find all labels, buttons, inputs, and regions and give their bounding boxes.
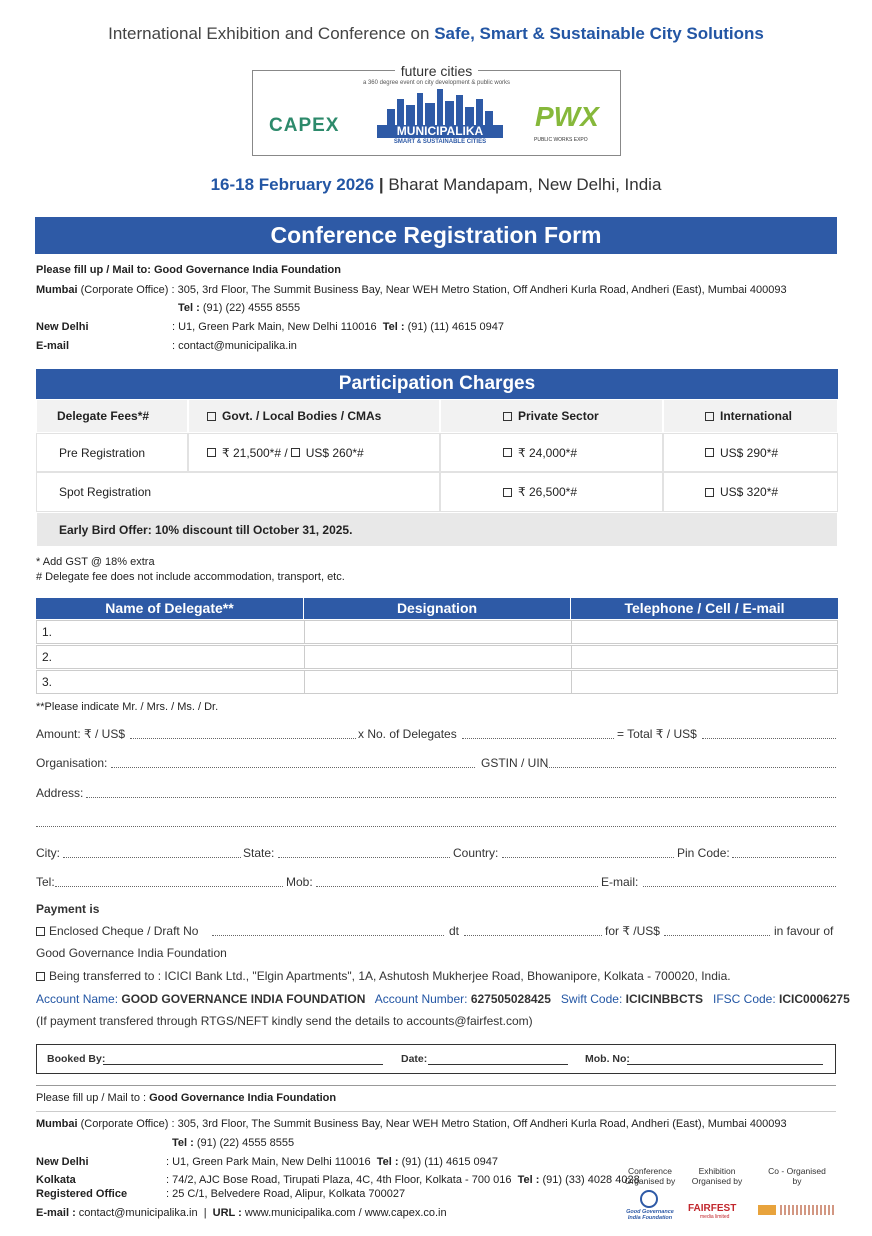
footer-registered-address: : 25 C/1, Belvedere Road, Alipur, Kolkata 700027	[166, 1188, 406, 1200]
footer-delhi-address: : U1, Green Park Main, New Delhi 110016 Tel : (91) (11) 4615 0947	[166, 1156, 499, 1168]
municipalika-logo	[377, 89, 503, 149]
favour-of-label: in favour of	[774, 924, 834, 938]
bank-transfer-option: Being transferred to : ICICI Bank Ltd., "Elgin Apartments", 1A, Ashutosh Mukherjee Road, Bhowanipore, Kolkata - 700020, India.	[36, 969, 731, 983]
city-label: City:	[36, 846, 60, 860]
international-checkbox[interactable]	[705, 412, 714, 421]
pwx-subtitle: PUBLIC WORKS EXPO	[534, 137, 588, 143]
tel-label: Tel:	[36, 875, 55, 889]
pre-govt-inr-checkbox[interactable]	[207, 448, 216, 457]
email-value: : contact@municipalika.in	[172, 340, 297, 352]
amount-field[interactable]	[130, 738, 356, 739]
footer-email-url: E-mail : contact@municipalika.in | URL : www.municipalika.com / www.capex.co.in	[36, 1207, 447, 1219]
footer-fill-up: Please fill up / Mail to : Good Governance India Foundation	[36, 1092, 337, 1104]
footer-mumbai-address: Mumbai (Corporate Office) : 305, 3rd Floor, The Summit Business Bay, Near WEH Metro Station, Off Andheri Kurla Road, Andheri (East), Mumbai 400093	[36, 1118, 787, 1130]
form-title: Conference Registration Form	[35, 217, 837, 254]
designation-cell[interactable]	[305, 621, 572, 643]
footer-mumbai-phone: Tel : (91) (22) 4555 8555	[172, 1137, 295, 1149]
designation-cell[interactable]	[305, 646, 572, 668]
footer-divider-2	[36, 1111, 836, 1112]
header-designation: Designation	[304, 598, 570, 619]
header-delegate-fees: Delegate Fees*#	[36, 399, 188, 433]
mob-label: Mob:	[286, 875, 313, 889]
fill-up-instruction: Please fill up / Mail to: Good Governance India Foundation	[36, 264, 341, 276]
footer-kolkata-label: Kolkata	[36, 1174, 76, 1186]
footer-registered-label: Registered Office	[36, 1188, 128, 1200]
city-field[interactable]	[63, 857, 241, 858]
cheque-checkbox[interactable]	[36, 927, 45, 936]
spot-intl-checkbox[interactable]	[705, 488, 714, 497]
pre-intl-fee: US$ 290*#	[663, 433, 838, 472]
organisation-field[interactable]	[111, 767, 475, 768]
table-row	[36, 645, 838, 669]
address-field-line1[interactable]	[86, 797, 836, 798]
cheque-date-field[interactable]	[464, 935, 602, 936]
co-organiser-logos	[758, 1205, 836, 1215]
total-label: = Total ₹ / US$	[617, 727, 697, 741]
country-label: Country:	[453, 846, 499, 860]
designation-cell[interactable]	[305, 671, 572, 693]
spot-private-checkbox[interactable]	[503, 488, 512, 497]
spot-registration-label: Spot Registration	[36, 472, 440, 512]
tel-field[interactable]	[55, 886, 283, 887]
exhibition-organiser-label: Exhibition Organised by	[691, 1166, 743, 1186]
pre-registration-label: Pre Registration	[36, 433, 188, 472]
booked-by-box	[36, 1044, 836, 1074]
charges-title: Participation Charges	[36, 369, 838, 399]
logo-panel	[252, 63, 621, 156]
footer-kolkata-address: : 74/2, AJC Bose Road, Tirupati Plaza, 4C, 4th Floor, Kolkata - 700 016 Tel : (91) (33) 4028 4028	[166, 1174, 640, 1186]
state-label: State:	[243, 846, 275, 860]
delegates-count-label: x No. of Delegates	[358, 727, 457, 741]
booked-by-field[interactable]	[103, 1064, 383, 1065]
pin-code-label: Pin Code:	[677, 846, 730, 860]
booked-date-label: Date:	[401, 1053, 428, 1065]
header-private: Private Sector	[440, 399, 663, 433]
booked-by-label: Booked By:	[47, 1053, 106, 1065]
cheque-amount-label: for ₹ /US$	[605, 924, 660, 938]
spot-intl-fee: US$ 320*#	[663, 472, 838, 512]
gst-note: * Add GST @ 18% extra	[36, 556, 155, 568]
header-govt: Govt. / Local Bodies / CMAs	[188, 399, 440, 433]
gstin-label: GSTIN / UIN	[481, 756, 549, 770]
favour-name: Good Governance India Foundation	[36, 946, 227, 960]
gstin-field[interactable]	[547, 767, 836, 768]
pwx-logo: PWX	[535, 101, 599, 132]
future-cities-subtitle: a 360 degree event on city development & public works	[362, 80, 511, 86]
spot-private-fee: ₹ 26,500*#	[440, 472, 663, 512]
delegate-name-cell[interactable]: 3.	[37, 671, 305, 693]
pre-intl-checkbox[interactable]	[705, 448, 714, 457]
event-tagline: International Exhibition and Conference on Safe, Smart & Sustainable City Solutions	[108, 24, 764, 43]
state-field[interactable]	[278, 857, 450, 858]
table-row	[36, 670, 838, 694]
organisation-label: Organisation:	[36, 756, 108, 770]
total-field[interactable]	[702, 738, 836, 739]
salutation-note: **Please indicate Mr. / Mrs. / Ms. / Dr.	[36, 701, 219, 713]
capex-logo: CAPEX	[269, 115, 340, 136]
header-contact: Telephone / Cell / E-mail	[571, 598, 838, 619]
cheque-date-label: dt	[449, 924, 460, 938]
delhi-label: New Delhi	[36, 321, 89, 333]
email-field[interactable]	[643, 886, 836, 887]
footer-delhi-label: New Delhi	[36, 1156, 89, 1168]
booked-date-field[interactable]	[428, 1064, 568, 1065]
municipalika-subtitle: SMART & SUSTAINABLE CITIES	[393, 139, 487, 145]
delhi-address: : U1, Green Park Main, New Delhi 110016 Tel : (91) (11) 4615 0947	[172, 321, 505, 333]
table-row	[36, 620, 838, 644]
mumbai-phone: Tel : (91) (22) 4555 8555	[178, 302, 301, 314]
ggif-logo-text: Good Governance India Foundation	[626, 1209, 674, 1221]
email-label: E-mail	[36, 340, 70, 352]
conference-organiser-label: Conference Organised by	[624, 1166, 676, 1186]
private-checkbox[interactable]	[503, 412, 512, 421]
bank-transfer-checkbox[interactable]	[36, 972, 45, 981]
contact-cell[interactable]	[572, 646, 837, 668]
delegate-name-cell[interactable]: 1.	[37, 621, 305, 643]
payment-title: Payment is	[36, 902, 100, 916]
cheque-amount-field[interactable]	[664, 935, 770, 936]
fee-note: # Delegate fee does not include accommodation, transport, etc.	[36, 571, 345, 583]
footer-divider	[36, 1085, 836, 1086]
ggif-logo-icon	[640, 1190, 658, 1208]
early-bird-offer: Early Bird Offer: 10% discount till October 31, 2025.	[36, 512, 838, 547]
rtgs-note: (If payment transfered through RTGS/NEFT kindly send the details to accounts@fairfest.com)	[36, 1014, 533, 1028]
contact-cell[interactable]	[572, 671, 837, 693]
cheque-option: Enclosed Cheque / Draft No	[36, 924, 198, 938]
govt-checkbox[interactable]	[207, 412, 216, 421]
delegates-count-field[interactable]	[462, 738, 614, 739]
email-field-label: E-mail:	[601, 875, 639, 889]
address-label: Address:	[36, 786, 84, 800]
header-name-of-delegate: Name of Delegate**	[36, 598, 303, 619]
country-field[interactable]	[502, 857, 674, 858]
amount-label: Amount: ₹ / US$	[36, 727, 126, 741]
co-organiser-label: Co - Organised by	[768, 1166, 826, 1186]
delegate-name-cell[interactable]: 2.	[37, 646, 305, 668]
municipalika-wordmark: MUNICIPALIKA	[377, 125, 503, 138]
contact-cell[interactable]	[572, 621, 837, 643]
pre-private-checkbox[interactable]	[503, 448, 512, 457]
mumbai-address: Mumbai (Corporate Office) : 305, 3rd Floor, The Summit Business Bay, Near WEH Metro Station, Off Andheri Kurla Road, Andheri (East), Mumbai 400093	[36, 284, 787, 296]
mob-field[interactable]	[316, 886, 598, 887]
booked-mob-field[interactable]	[627, 1064, 823, 1065]
pre-govt-fee: ₹ 21,500*# / US$ 260*#	[188, 433, 440, 472]
pre-private-fee: ₹ 24,000*#	[440, 433, 663, 472]
pin-code-field[interactable]	[732, 857, 836, 858]
fairfest-logo-sub: media limited	[700, 1214, 730, 1220]
cheque-number-field[interactable]	[212, 935, 444, 936]
event-date-venue: 16-18 February 2026 | Bharat Mandapam, New Delhi, India	[210, 175, 662, 194]
header-international: International	[663, 399, 838, 433]
fairfest-logo: FAIRFEST	[688, 1203, 737, 1214]
pre-govt-usd-checkbox[interactable]	[291, 448, 300, 457]
address-field-line2[interactable]	[36, 826, 836, 827]
booked-mob-label: Mob. No:	[585, 1053, 630, 1065]
bank-details: Account Name: GOOD GOVERNANCE INDIA FOUNDATION Account Number: 627505028425 Swift Code: ICICINBBCTS IFSC Code: ICIC0006275	[36, 992, 850, 1006]
future-cities-title: future cities	[253, 63, 620, 79]
